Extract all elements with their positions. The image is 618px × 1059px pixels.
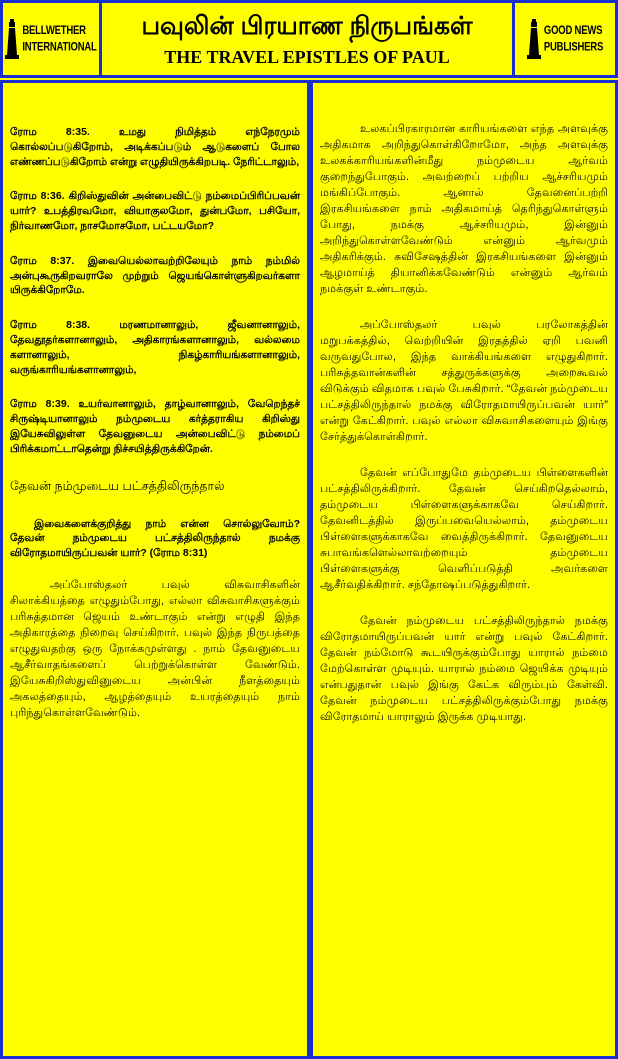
header xyxy=(0,0,618,80)
verse-romans-8-36: ரோம 8:36. கிறிஸ்துவின் அன்பைவிட்டு நம்மைப்பிரிப்பவன் யார்? உபத்திரவமோ, வியாகுலமோ, துன்பமோ, பசியோ, நிர்வாணமோ, நாசமோசமோ, பட்டயமோ? xyxy=(10,190,300,232)
lighthouse-icon xyxy=(527,19,541,59)
title-box xyxy=(102,0,512,78)
bellwether-logo xyxy=(0,0,102,78)
section-subheading: தேவன் நம்முடைய பட்சத்திலிருந்தால் xyxy=(10,478,225,493)
logo-line: INTERNATIONAL xyxy=(22,40,97,54)
page-title-tamil: பவுலின் பிரயாண நிருபங்கள் xyxy=(141,12,473,40)
verse-romans-8-37: ரோம 8:37. இவையெல்லாவற்றிலேயும் நாம் நம்மில் அன்புகூருகிறவராலே முற்றும் ஜெயங்கொள்ளுகிறவர்களா யிருக்கிறோமே. xyxy=(10,254,300,297)
key-question: இவைகளைக்குறித்து நாம் என்ன சொல்லுவோம்? தேவன் நம்முடைய பட்சத்திலிருந்தால் நமக்கு விரோதமாயிருப்பவன் யார்? (ரோம 8:31) xyxy=(10,517,300,560)
body-paragraph: உலகப்பிரகாரமான காரியங்களை எந்த அளவுக்கு அதிகமாக அறிந்துகொள்கிறோமோ, அந்த அளவுக்கு உலகக்காரியங்களின்மீது நம்முடைய ஆர்வம் குறைந்துபோகும். அவற்றைப் பற்றிய ஆச்சரியமும் மங்கிப்போகும். ஆனால் தேவனைப்பற்றி இரகசியங்களை நாம் அதிகமாய்த் தெரிந்துகொள்ளும் போது, நமக்கு ஆச்சரியமும், இன்னும் அறிந்துகொள்ளவேண்டும் என்னும் ஆர்வமும் அதிகரிக்கும். சுவிசேஷத்தின் இரகசியங்களை இன்னும் ஆழமாய்த் தியானிக்கவேண்டும் என்னும் ஆர்வம் நமக்குள் உண்டாகும். xyxy=(320,123,608,295)
body-paragraph: அப்போஸ்தலர் பவுல் விசுவாசிகளின் சிலாக்கியத்தை எழுதும்போது, எல்லா விசுவாசிகளுக்கும் பரிசுத்தமான ஜெயம் உண்டாகும் என்று எழுதி இந்த அதிகாரத்தை நிறைவு செய்கிறார். பவுல் இந்த நிருபத்தை எழுதுவதற்கு ஒரு நோக்கமுள்ளது . நாம் தேவனுடைய ஆசீர்வாதங்களைப் பெற்றுக்கொள்ள வேண்டும். இயேசுகிறிஸ்துவினுடைய அன்பின் நீளத்தையும் அகலத்தையும், ஆழத்தையும் உயரத்தையும் நாம் புரிந்துகொள்ளவேண்டும். xyxy=(10,578,300,719)
body-paragraph: அப்போஸ்தலர் பவுல் பரலோகத்தின் மறுபக்கத்தில், வெற்றியின் இரதத்தில் ஏறி பவனி வருவதுபோல, இந்த வாக்கியங்களை எழுதுகிறார். பரிசுத்தவான்களின் சத்துருக்களுக்கு அறைகூவல் விடுக்கும் விதமாக பவுல் பேசுகிறார். “தேவன் நம்முடைய பட்சத்திலிருந்தால் நமக்கு விரோதமாயிருப்பவன் யார்” என்று கேட்கிறார். பவுல் எல்லா விசுவாசிகளையும் இங்கு சேர்த்துக்கொள்கிறார். xyxy=(320,319,608,443)
body-paragraph: தேவன் நம்முடைய பட்சத்திலிருந்தால் நமக்கு விரோதமாயிருப்பவன் யார் என்று பவுல் கேட்கிறார். தேவன் நம்மோடு கூடயிருக்கும்போது யாரால் நம்மை மேற்கொள்ள முடியும். யாரால் நம்மை ஜெயிக்க முடியும் என்பதுதான் பவுல் இங்கு கேட்க விரும்பும் கேள்வி. தேவன் நம்முடைய பட்சத்திலிருக்கும்போது நமக்கு விரோதமாய் யாராலும் இருக்க முடியாது. xyxy=(320,615,608,723)
right-column xyxy=(310,80,618,1059)
verse-romans-8-39: ரோம 8:39. உயர்வானாலும், தாழ்வானாலும், வேறெந்தச் சிருஷ்டியானாலும் நம்முடைய கர்த்தராகிய கிறிஸ்து இயேசுவிலுள்ள தேவனுடைய அன்பைவிட்டு நம்மைப் பிரிக்கமாட்டாதென்று நிச்சயித்திருக்கிறேன். xyxy=(10,398,300,455)
bellwether-logo-text xyxy=(22,23,96,56)
logo-line: GOOD NEWS xyxy=(543,24,603,38)
good-news-logo-text xyxy=(544,23,603,56)
verse-romans-8-38: ரோம 8:38. மரணமானாலும், ஜீவனானாலும், தேவதூதர்களானாலும், அதிகாரங்களானாலும், வல்லமை களானாலும், நிகழ்காரியங்களானாலும், வருங்காரியங்களானாலும், xyxy=(10,319,300,376)
good-news-logo xyxy=(512,0,618,78)
left-column xyxy=(0,80,310,1059)
page-title-english: THE TRAVEL EPISTLES OF PAUL xyxy=(164,47,450,67)
verse-romans-8-35: ரோம 8:35. உமது நிமித்தம் எந்நேரமும் கொல்லப்படுகிறோம், அடிக்கப்படும் ஆடுகளைப் போல எண்ணப்படுகிறோம் என்று எழுதியிருக்கிறபடி. நேரிட்டாலும், xyxy=(10,126,300,168)
body-paragraph: தேவன் எப்போதுமே தம்முடைய பிள்ளைகளின் பட்சத்திலிருக்கிறார். தேவன் செய்கிறதெல்லாம், தம்முடைய பிள்ளைகளுக்காகவே செய்கிறார். தேவனிடத்தில் இருப்பவையெல்லாம், தம்முடைய பிள்ளைகளுக்காகவே வைத்திருக்கிறார். தேவனுடைய சுபாவங்களெல்லாவற்றையும் தம்முடைய பிள்ளைகளுக்கு வெளிப்படுத்தி அவர்களை ஆசீர்வதிக்கிறார். சந்தோஷப்படுத்துகிறார். xyxy=(320,467,608,591)
logo-line: BELLWETHER xyxy=(22,24,86,38)
lighthouse-icon xyxy=(5,19,19,59)
logo-line: PUBLISHERS xyxy=(543,40,604,54)
